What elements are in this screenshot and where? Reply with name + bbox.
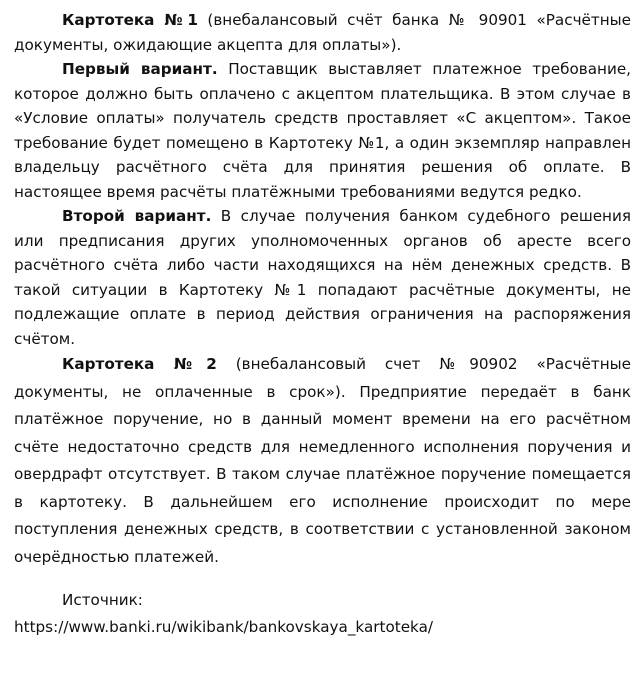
variant2-paragraph [14,204,631,351]
source-block [14,587,631,641]
document [14,8,631,641]
card2-paragraph [14,351,631,571]
card2-title: Картотека №2 [62,355,217,373]
variant2-title: Второй вариант. [62,207,212,225]
variant1-paragraph [14,57,631,204]
card2-text: (внебалансовый счет №90902 «Расчётные документы, не оплаченные в срок»). Предприятие передаёт в банк платёжное поручение, но в данный момент времени на его расчётном счёте недостаточно средств для немедленного исполнения поручения и овердрафт отсутствует. В таком случае платёжное поручение помещается в картотеку. В дальнейшем его исполнение происходит по мере поступления денежных средств, в соответствии с установленной законом очерёдностью платежей. [14,355,631,566]
card1-paragraph [14,8,631,57]
variant2-text: В случае получения банком судебного решения или предписания других уполномоченных органов об аресте всего расчётного счёта либо части находящихся на нём денежных средств. В такой ситуации в Картотеку №1 попадают расчётные документы, не подлежащие оплате в период действия ограничения на распоряжения счётом. [14,207,631,348]
card1-title: Картотека №1 [62,11,198,29]
source-label: Источник: [62,591,143,609]
card1-description: (внебалансовый счёт банка № 90901 «Расчётные документы, ожидающие акцепта для оплаты»). [14,11,632,54]
variant1-title: Первый вариант. [62,60,218,78]
variant1-text: Поставщик выставляет платежное требование, которое должно быть оплачено с акцептом плательщика. В этом случае в «Условие оплаты» получатель средств проставляет «С акцептом». Такое требование будет помещено в Картотеку №1, а один экземпляр направлен владельцу расчётного счёта для принятия решения об оплате. В настоящее время расчёты платёжными требованиями ведутся редко. [14,60,632,201]
source-url: https://www.banki.ru/wikibank/bankovskaya_kartoteka/ [14,618,433,636]
